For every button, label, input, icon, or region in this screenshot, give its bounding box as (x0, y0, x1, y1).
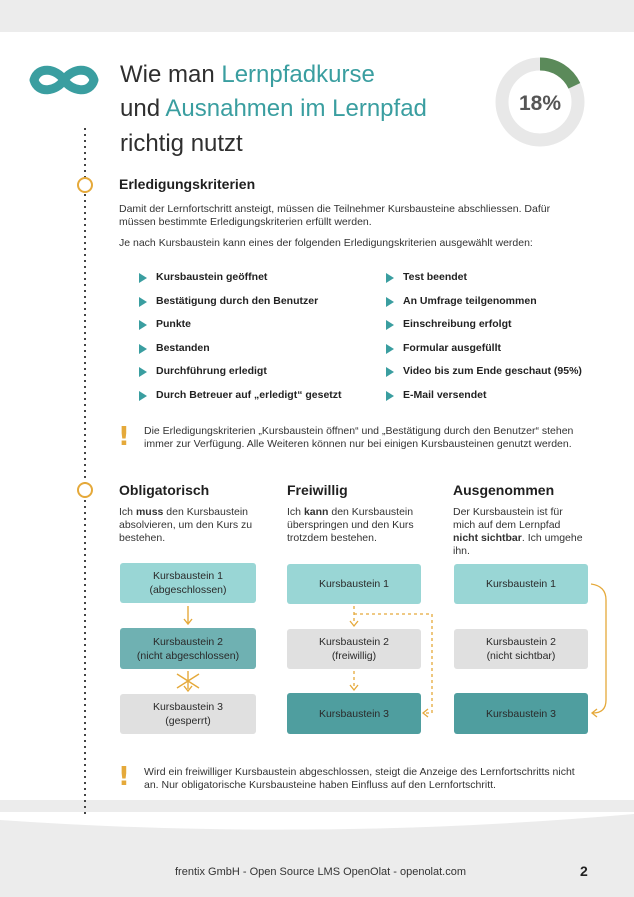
desc-text: ihn. (453, 545, 470, 557)
bullet-triangle-icon (139, 344, 147, 354)
title-line-2 (120, 95, 427, 123)
warning-exclamation-icon: ! (118, 422, 130, 452)
infinity-logo-icon (24, 62, 104, 98)
progress-label: 18% (518, 92, 562, 115)
box-sublabel: (nicht sichtbar) (486, 650, 556, 662)
paragraph-line: Damit der Lernfortschritt ansteigt, müssen die Teilnehmer Kursbausteine abschliessen. Dafür (119, 203, 551, 215)
box-label: Kursbaustein 2 (485, 636, 557, 648)
box-sublabel: (nicht abgeschlossen) (136, 649, 240, 662)
box-label: Kursbaustein 3 (485, 707, 557, 720)
ausgenommen-kursbaustein-1 (454, 564, 588, 604)
bullet-triangle-icon (139, 273, 147, 283)
bullet-triangle-icon (386, 391, 394, 401)
kursbaustein-1-abgeschlossen (120, 563, 256, 603)
criterion-item: Durch Betreuer auf „erledigt“ gesetzt (156, 389, 342, 401)
note-line: Die Erledigungskriterien „Kursbaustein öffnen“ und „Bestätigung durch den Benutzer“ stehen (144, 425, 574, 437)
desc-bold: kann (303, 506, 329, 518)
ausgenommen-kursbaustein-3 (454, 693, 588, 734)
criterion-item: Formular ausgefüllt (403, 341, 502, 354)
box-label: Kursbaustein 2 (152, 635, 224, 648)
kursbaustein-2-freiwillig (287, 629, 421, 669)
desc-bold: muss (135, 506, 164, 518)
column-desc-ausgenommen (453, 506, 583, 558)
desc-text: den Kursbaustein (163, 506, 249, 518)
bullet-triangle-icon (139, 320, 147, 330)
bullet-triangle-icon (386, 344, 394, 354)
bullet-triangle-icon (386, 320, 394, 330)
title-line-3: richtig nutzt (120, 130, 243, 157)
bullet-triangle-icon (386, 367, 394, 377)
criterion-item: Test beendet (403, 271, 467, 283)
column-desc-freiwillig (287, 506, 414, 545)
column-heading-ausgenommen: Ausgenommen (453, 482, 555, 498)
section1-intro: Je nach Kursbaustein kann eines der folgenden Erledigungskriterien ausgewählt werden: (119, 237, 533, 249)
kursbaustein-2-nicht-sichtbar (454, 629, 588, 669)
title-text: Wie man (120, 61, 222, 88)
title-accent: Ausnahmen im Lernpfad (165, 95, 427, 122)
note-line: immer zur Verfügung. Alle Weiteren können nur bei einigen Kursbausteinen genutzt werden. (144, 438, 572, 450)
timeline-line (80, 128, 90, 818)
criterion-item: An Umfrage teilgenommen (403, 294, 537, 307)
criterion-item: Bestanden (156, 341, 210, 354)
kursbaustein-2-nicht-abgeschlossen (120, 628, 256, 669)
bullet-triangle-icon (139, 367, 147, 377)
desc-text: mich auf dem Lernpfad (453, 519, 561, 531)
box-label: Kursbaustein 1 (318, 578, 390, 590)
bullet-triangle-icon (139, 297, 147, 307)
box-label: Kursbaustein 2 (318, 636, 390, 648)
box-label: Kursbaustein 1 (485, 578, 557, 590)
footer-text: frentix GmbH - Open Source LMS OpenOlat - openolat.com (175, 866, 467, 878)
warning-exclamation-icon: ! (118, 762, 130, 792)
box-label: Kursbaustein 3 (152, 701, 224, 713)
section1-paragraph (119, 203, 550, 229)
bullet-triangle-icon (386, 273, 394, 283)
timeline-dot (77, 482, 93, 498)
note-line: Wird ein freiwilliger Kursbaustein abgeschlossen, steigt die Anzeige des Lernfortschritts nicht (144, 766, 575, 778)
desc-text: Der Kursbaustein ist für (453, 506, 563, 518)
title-line-1 (120, 61, 375, 89)
paragraph-line: müssen bestimmte Erledigungskriterien erfüllt werden. (119, 216, 372, 228)
note-line: an. Nur obligatorische Kursbausteine haben Einfluss auf den Lernfortschritt. (144, 779, 496, 791)
box-label: Kursbaustein 1 (152, 570, 224, 582)
box-sublabel: (gesperrt) (165, 715, 211, 727)
timeline-dot (77, 177, 93, 193)
column-heading-obligatorisch: Obligatorisch (119, 482, 210, 498)
criterion-item: Kursbaustein geöffnet (156, 271, 268, 283)
column-heading-freiwillig: Freiwillig (287, 482, 348, 498)
section-heading-erledigungskriterien: Erledigungskriterien (119, 176, 256, 192)
desc-text: den Kursbaustein (328, 506, 414, 518)
kursbaustein-3-gesperrt (120, 694, 256, 734)
box-label: Kursbaustein 3 (318, 707, 390, 720)
box-sublabel: (freiwillig) (331, 650, 377, 662)
footer-curve (0, 812, 634, 842)
criterion-item: Bestätigung durch den Benutzer (156, 294, 319, 307)
desc-text: bestehen. (119, 532, 166, 544)
freiwillig-kursbaustein-1 (287, 564, 421, 604)
criterion-item: Durchführung erledigt (156, 365, 267, 378)
progress-arc (540, 64, 574, 86)
criterion-item: E-Mail versendet (403, 389, 487, 401)
desc-text: Ich (119, 506, 136, 518)
title-text: und (120, 95, 166, 122)
bullet-triangle-icon (386, 297, 394, 307)
criterion-item: Punkte (156, 318, 192, 331)
box-sublabel: (abgeschlossen) (149, 584, 227, 596)
note-criteria (144, 425, 573, 451)
desc-text: . Ich umgehe (521, 532, 583, 544)
bullet-triangle-icon (139, 391, 147, 401)
desc-text: überspringen und den Kurs (287, 519, 414, 531)
note-freiwillig (144, 766, 575, 792)
criterion-item: Video bis zum Ende geschaut (95%) (403, 365, 582, 378)
page-number: 2 (580, 863, 588, 879)
column-desc-obligatorisch (119, 506, 252, 545)
freiwillig-kursbaustein-3 (287, 693, 421, 734)
desc-bold: nicht sichtbar (453, 532, 522, 544)
desc-text: trotzdem bestehen. (287, 532, 377, 544)
desc-text: Ich (287, 506, 304, 518)
desc-text: absolvieren, um den Kurs zu (119, 519, 253, 531)
title-accent: Lernpfadkurse (221, 61, 375, 88)
criterion-item: Einschreibung erfolgt (403, 318, 512, 331)
progress-ring (494, 56, 586, 148)
